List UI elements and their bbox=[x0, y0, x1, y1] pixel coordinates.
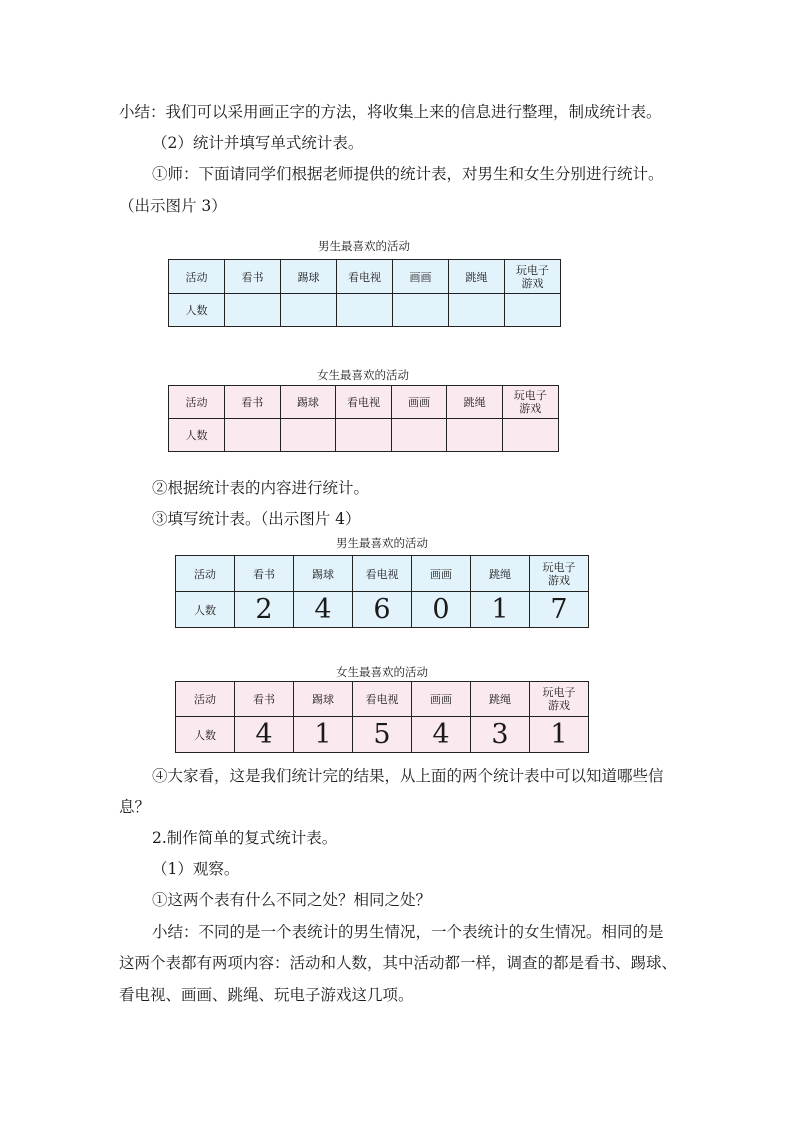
paragraph-line: ④大家看，这是我们统计完的结果，从上面的两个统计表中可以知道哪些信 bbox=[152, 767, 664, 785]
step-heading: （2）统计并填写单式统计表。 bbox=[152, 134, 364, 152]
table-cell bbox=[225, 419, 281, 452]
count-cell: 0 bbox=[412, 592, 471, 628]
table-cell bbox=[391, 419, 447, 452]
table-header-cell: 玩电子 游戏 bbox=[505, 260, 561, 294]
count-cell: 1 bbox=[471, 592, 530, 628]
table-cell bbox=[336, 419, 392, 452]
boys-blank-table bbox=[168, 259, 561, 327]
instruction-line: ②根据统计表的内容进行统计。 bbox=[152, 479, 370, 497]
table-row-label: 人数 bbox=[169, 419, 225, 452]
count-cell: 1 bbox=[530, 717, 589, 753]
count-cell: 1 bbox=[294, 717, 353, 753]
table-header-cell: 画画 bbox=[412, 556, 471, 592]
table-cell bbox=[280, 419, 336, 452]
instruction-line: ③填写统计表。（出示图片 4） bbox=[152, 510, 361, 528]
table-header-cell: 看书 bbox=[225, 260, 281, 294]
table-header-cell: 玩电子 游戏 bbox=[502, 386, 558, 419]
table-row-label: 人数 bbox=[176, 717, 235, 753]
count-cell: 2 bbox=[235, 592, 294, 628]
paragraph-line: 看电视、画画、跳绳、玩电子游戏这几项。 bbox=[119, 986, 414, 1004]
table-header-cell: 画画 bbox=[391, 386, 447, 419]
table-cell bbox=[502, 419, 558, 452]
table-cell bbox=[393, 294, 449, 327]
table-header-cell: 看电视 bbox=[337, 260, 393, 294]
table-header-cell: 活动 bbox=[169, 386, 225, 419]
table-header-cell: 踢球 bbox=[280, 386, 336, 419]
table-header-cell: 看书 bbox=[235, 556, 294, 592]
table-header-cell: 看书 bbox=[225, 386, 281, 419]
boys-filled-table bbox=[175, 555, 589, 628]
table-title: 男生最喜欢的活动 bbox=[318, 239, 410, 253]
table-cell bbox=[225, 294, 281, 327]
table-header-cell: 玩电子 游戏 bbox=[530, 556, 589, 592]
girls-filled-table bbox=[175, 681, 589, 753]
table-row-label: 人数 bbox=[176, 592, 235, 628]
table-header-cell: 活动 bbox=[176, 682, 235, 717]
table-title: 女生最喜欢的活动 bbox=[336, 665, 428, 679]
girls-blank-table bbox=[168, 385, 559, 452]
table-header-cell: 看电视 bbox=[353, 556, 412, 592]
table-cell bbox=[447, 419, 503, 452]
count-cell: 6 bbox=[353, 592, 412, 628]
count-cell: 7 bbox=[530, 592, 589, 628]
table-header-cell: 跳绳 bbox=[471, 556, 530, 592]
count-cell: 4 bbox=[412, 717, 471, 753]
paragraph-line: 小结：不同的是一个表统计的男生情况，一个表统计的女生情况。相同的是 bbox=[152, 923, 664, 941]
question-line: ①这两个表有什么不同之处？相同之处？ bbox=[152, 891, 432, 909]
instruction-line: （出示图片 3） bbox=[119, 197, 227, 215]
count-cell: 4 bbox=[294, 592, 353, 628]
table-header-cell: 跳绳 bbox=[447, 386, 503, 419]
table-header-cell: 跳绳 bbox=[471, 682, 530, 717]
table-header-cell: 跳绳 bbox=[449, 260, 505, 294]
table-header-cell: 踢球 bbox=[294, 682, 353, 717]
count-cell: 5 bbox=[353, 717, 412, 753]
step-heading: （1）观察。 bbox=[152, 860, 240, 878]
table-header-cell: 活动 bbox=[176, 556, 235, 592]
table-header-cell: 玩电子 游戏 bbox=[530, 682, 589, 717]
paragraph-line: 息？ bbox=[119, 798, 151, 816]
table-cell bbox=[281, 294, 337, 327]
table-title: 男生最喜欢的活动 bbox=[336, 536, 428, 550]
table-header-cell: 踢球 bbox=[281, 260, 337, 294]
count-cell: 3 bbox=[471, 717, 530, 753]
table-title: 女生最喜欢的活动 bbox=[317, 368, 409, 382]
table-header-cell: 画画 bbox=[393, 260, 449, 294]
table-header-cell: 看电视 bbox=[336, 386, 392, 419]
table-row-label: 人数 bbox=[169, 294, 225, 327]
table-cell bbox=[505, 294, 561, 327]
paragraph-line: 这两个表都有两项内容：活动和人数，其中活动都一样，调查的都是看书、踢球、 bbox=[119, 954, 678, 972]
count-cell: 4 bbox=[235, 717, 294, 753]
table-cell bbox=[449, 294, 505, 327]
table-cell bbox=[337, 294, 393, 327]
section-heading: 2.制作简单的复式统计表。 bbox=[152, 829, 338, 847]
table-header-cell: 看电视 bbox=[353, 682, 412, 717]
instruction-line: ①师：下面请同学们根据老师提供的统计表，对男生和女生分别进行统计。 bbox=[152, 165, 664, 183]
table-header-cell: 活动 bbox=[169, 260, 225, 294]
summary-text: 小结：我们可以采用画正字的方法，将收集上来的信息进行整理，制成统计表。 bbox=[119, 103, 662, 121]
table-header-cell: 画画 bbox=[412, 682, 471, 717]
table-header-cell: 踢球 bbox=[294, 556, 353, 592]
table-header-cell: 看书 bbox=[235, 682, 294, 717]
